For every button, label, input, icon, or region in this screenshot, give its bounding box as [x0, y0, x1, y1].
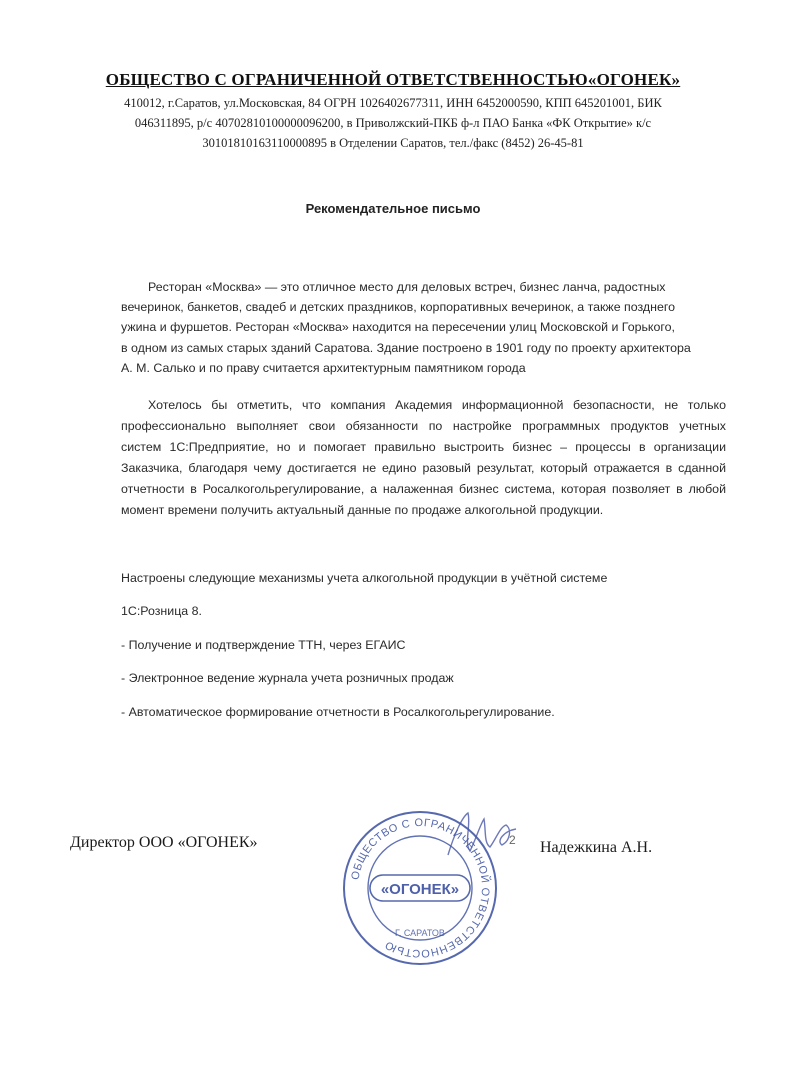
- company-name: ОБЩЕСТВО С ОГРАНИЧЕННОЙ ОТВЕТСТВЕННОСТЬЮ«ОГОНЕК»: [105, 70, 681, 89]
- list-item: - Получение и подтверждение ТТН, через ЕГАИС: [121, 638, 406, 652]
- paragraph-1-line: в одном из самых старых зданий Саратова. Здание построено в 1901 году по проекту архитектора: [121, 341, 691, 355]
- system-name: 1С:Розница 8.: [121, 604, 202, 618]
- stamp-ring-text: ОБЩЕСТВО С ОГРАНИЧЕННОЙ ОТВЕТСТВЕННОСТЬЮ: [349, 816, 492, 960]
- stamp-center-text: «ОГОНЕК»: [380, 881, 460, 898]
- list-item: - Автоматическое формирование отчетности в Росалкогольрегулирование.: [121, 705, 555, 719]
- paragraph-2-line: Заказчика, благодаря чему достигается не едино разовый результат, который отражается в сданной: [121, 461, 726, 475]
- paragraph-2-line: отчетности в Росалкогольрегулирование, а налаженная бизнес система, которая позволяет в любой: [121, 482, 726, 496]
- paragraph-1-line: Ресторан «Москва» — это отличное место для деловых встреч, бизнес ланча, радостных: [148, 280, 666, 294]
- company-requisites-line-1: 410012, г.Саратов, ул.Московская, 84 ОГРН 1026402677311, ИНН 6452000590, КПП 645201001, БИК: [124, 96, 662, 110]
- company-requisites-line-2: 046311895, р/с 40702810100000096200, в Приволжский-ПКБ ф-л ПАО Банка «ФК Открытие» к/с: [134, 116, 652, 130]
- paragraph-1-line: ужина и фуршетов. Ресторан «Москва» находится на пересечении улиц Московской и Горького,: [121, 320, 675, 334]
- list-item: - Электронное ведение журнала учета розничных продаж: [121, 671, 454, 685]
- paragraph-2-line: систем 1С:Предприятие, но и помогает правильно выстроить бизнес – процессы в организации: [121, 440, 726, 454]
- paragraph-2-line: профессионально выполняет свои обязанности по настройке программных продуктов учетных: [121, 419, 726, 433]
- director-signature: [440, 805, 530, 865]
- paragraph-1-line: вечеринок, банкетов, свадеб и детских праздников, корпоративных вечеринок, а также позднего: [121, 300, 676, 314]
- paragraph-2-line: Хотелось бы отметить, что компания Академия информационной безопасности, не только: [148, 398, 726, 412]
- stamp-city: Г. САРАТОВ: [395, 928, 445, 938]
- director-name: Надежкина А.Н.: [540, 839, 653, 856]
- paragraph-1-line: А. М. Салько и по праву считается архитектурным памятником города: [121, 361, 526, 375]
- section-intro: Настроены следующие механизмы учета алкогольной продукции в учётной системе: [121, 571, 608, 585]
- company-requisites-line-3: 30101810163110000895 в Отделении Саратов, тел./факс (8452) 26-45-81: [202, 136, 584, 150]
- paragraph-2-line: момент времени получить актуальный данные по продаже алкогольной продукции.: [121, 503, 604, 517]
- letter-title: Рекомендательное письмо: [305, 201, 481, 216]
- signature-mark: 2: [509, 833, 516, 847]
- director-position: Директор ООО «ОГОНЕК»: [70, 834, 258, 851]
